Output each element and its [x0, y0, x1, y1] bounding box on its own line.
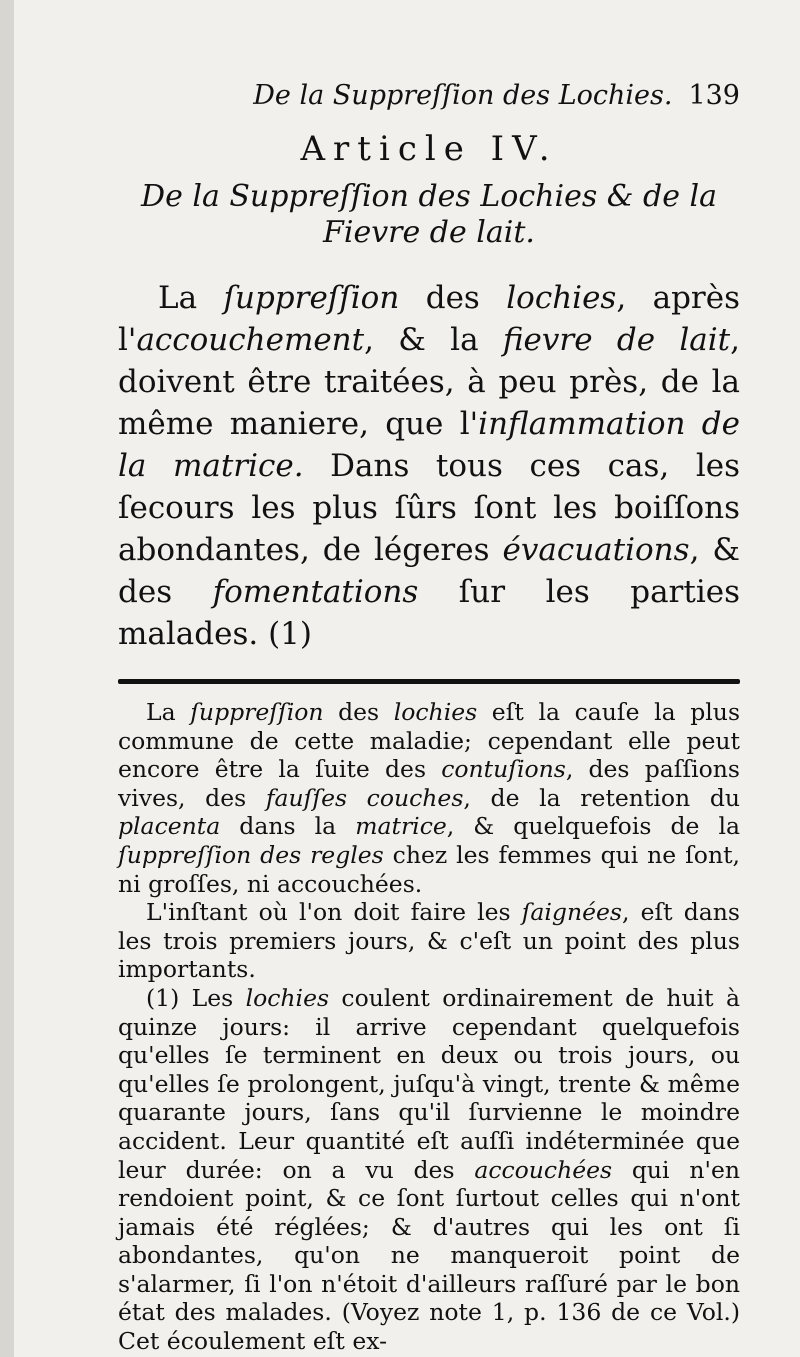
note-text-run: , & quelquefois de la [446, 812, 740, 841]
body-italic-run: fomentations [212, 574, 419, 610]
body-text-run: , doivent être traitées, à peu près, de la même maniere, que l' [118, 322, 740, 442]
running-head-title: De la Suppreſſion des Lochies. [253, 80, 673, 111]
note-text-run: , eſt dans les trois premiers jours, & c'eſt un point des plus importants. [118, 898, 740, 984]
body-paragraph [118, 277, 740, 655]
note-text-run: L'inſtant où l'on doit faire les [146, 898, 522, 927]
note-italic-run: ſaignées [521, 898, 622, 927]
note-text-run: , de la retention du [463, 783, 741, 812]
footnote-paragraph [118, 898, 740, 984]
body-italic-run: accouchement [136, 322, 365, 358]
subheading-line: De la Suppreſſion des Lochies & de la [141, 179, 717, 214]
note-text-run: dans la [220, 812, 356, 841]
note-italic-run: ſuppreſſion des regles [118, 840, 384, 869]
subheading [118, 179, 740, 251]
body-text-run: La [158, 280, 224, 316]
note-italic-run: placenta [118, 812, 221, 841]
note-text-run: (1) Les [146, 983, 246, 1012]
body-text-run: , & des [118, 532, 740, 610]
page-spine-shadow [0, 0, 14, 1357]
note-text-run: eſt la cauſe la plus commune de cette maladie; cependant elle peut encore être la ſuite des [118, 698, 740, 784]
body-italic-run: évacuations [502, 532, 690, 568]
running-head [188, 80, 740, 111]
note-italic-run: fauſſes couches [265, 783, 464, 812]
note-text-run: La [146, 698, 191, 726]
note-text-run: coulent ordinairement de huit à quinze jours: il arrive cependant quelquefois qu'elles ſe terminent en deux ou trois jours, ou qu'elles ſe prolongent, juſqu'à vingt, trente & même quarante jours, ſans qu'il ſurvienne le moindre accident. Leur quantité eſt auſſi indéterminée que leur durée: on a vu des [118, 983, 740, 1184]
footnote-paragraph [118, 984, 740, 1356]
body-italic-run: fievre de lait [502, 322, 731, 358]
note-italic-run: lochies [245, 983, 330, 1012]
note-text-run: , des paſſions vives, des [118, 755, 740, 812]
body-italic-run: inflammation de la matrice. [118, 406, 740, 484]
subheading-line: Fievre de lait. [323, 215, 535, 250]
note-text-run: chez les femmes qui ne ſont, ni groſſes, ni accouchées. [118, 840, 740, 898]
page-content [118, 80, 740, 1356]
note-text-run: qui n'en rendoient point, & ce ſont ſurtout celles qui n'ont jamais été réglées; & d'autres qui les ont ſi abondantes, qu'on ne manqueroit point de s'alarmer, ſi l'on n'étoit d'ailleurs raſſuré par le bon état des malades. (Voyez note 1, p. 136 de ce Vol.) Cet écoulement eſt ex- [118, 1155, 740, 1356]
note-italic-run: accouchées [474, 1155, 613, 1184]
footnote-paragraph [118, 698, 740, 898]
page-number: 139 [688, 80, 740, 111]
footnote-divider [118, 679, 740, 684]
note-text-run: des [323, 698, 394, 726]
note-italic-run: lochies [393, 698, 478, 726]
body-text-run: ſur les parties malades. (1) [118, 574, 741, 652]
note-italic-run: contuſions [441, 755, 566, 784]
note-italic-run: ſuppreſſion [190, 698, 324, 726]
body-text-run: Dans tous ces cas, les ſecours les plus ſûrs ſont les boiſſons abondantes, de légeres [118, 448, 740, 568]
body-text-run: , après l' [118, 280, 741, 358]
body-italic-run: ſuppreſſion [223, 280, 400, 316]
article-heading: Article IV. [300, 129, 558, 169]
footnotes [118, 698, 740, 1356]
book-page [14, 0, 800, 1357]
body-text-run: , & la [364, 322, 503, 358]
note-italic-run: matrice [355, 812, 447, 841]
body-text-run: des [399, 280, 507, 316]
body-italic-run: lochies [506, 280, 617, 316]
